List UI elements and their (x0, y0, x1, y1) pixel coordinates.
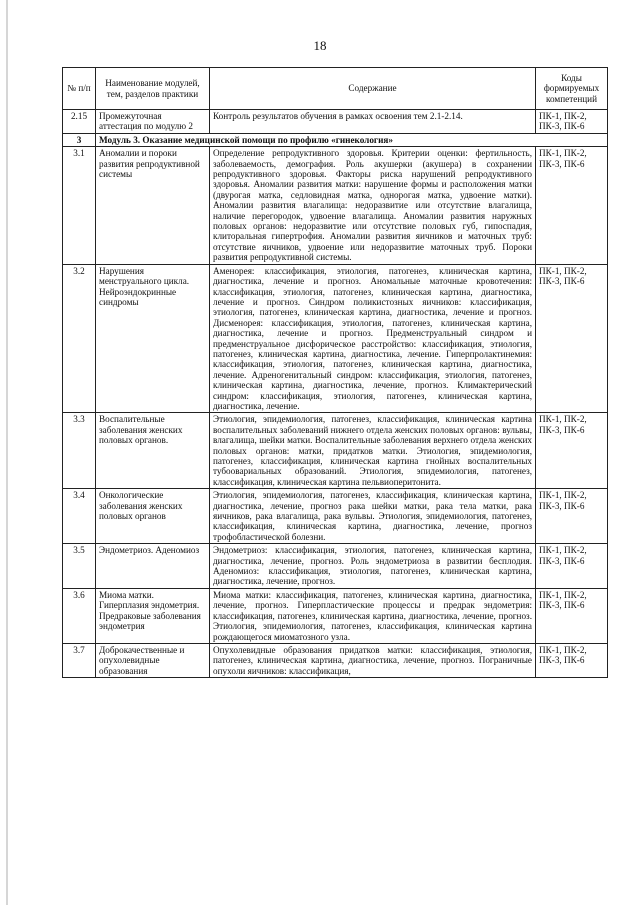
row-content: Этиология, эпидемиология, патогенез, классификация, клиническая картина воспалительных заболеваний нижнего отдела женских половых органов: вульвы, влагалища, шейки матки. Воспалительные заболевания верхнего отдела женских половых органов: матки, придатков матки. Этиология, эпидемиология, патогенез, классификация, клиническая картина гнойных воспалительных тубоовариальных образований. Этиология, эпидемиология, патогенез, классификация, клиническая картина пельвиоперитонита. (210, 413, 536, 489)
header-num: № п/п (63, 68, 96, 110)
row-codes: ПК-1, ПК-2, ПК-3, ПК-6 (536, 264, 608, 413)
module-title: Модуль 3. Оказание медицинской помощи по профилю «гинекология» (96, 133, 608, 146)
row-name: Доброкачественные и опухолевидные образования (96, 643, 210, 677)
row-codes: ПК-1, ПК-2, ПК-3, ПК-6 (536, 147, 608, 264)
row-content: Аменорея: классификация, этиология, патогенез, клиническая картина, диагностика, лечение и прогноз. Аномальные маточные кровотечения: классификация, этиология, патогенез, клиническая картина, диагностика, лечение и прогноз. Синдром поликистозных яичников: классификация, этиология, патогенез, клиническая картина, диагностика, лечение и прогноз. Дисменорея: классификация, этиология, патогенез, клиническая картина, диагностика, лечение и прогноз. Предменструальный синдром и предменструальное дисфорическое расстройство: классификация, этиология, патогенез, клиническая картина, диагностика, лечение. Гиперпролактинемия: классификация, этиология, патогенез, клиническая картина, диагностика, лечение. Адреногенитальный синдром: классификация, этиология, патогенез, клиническая картина, диагностика, лечение, прогноз. Климактерический синдром: классификация, этиология, патогенез, клиническая картина, диагностика, лечение. (210, 264, 536, 413)
table-row (63, 413, 608, 489)
header-name: Наименование модулей, тем, разделов практики (96, 68, 210, 110)
row-num: 3.4 (63, 489, 96, 544)
table-row (63, 264, 608, 413)
module-row (63, 133, 608, 146)
row-name: Воспалительные заболевания женских половых органов. (96, 413, 210, 489)
row-codes: ПК-1, ПК-2, ПК-3, ПК-6 (536, 588, 608, 643)
page-number: 18 (313, 38, 327, 53)
table-row (63, 147, 608, 264)
row-content: Этиология, эпидемиология, патогенез, классификация, клиническая картина, диагностика, лечение, прогноз рака шейки матки, рака тела матки, рака яичников, рака влагалища, рака вульвы. Этиология, эпидемиология, патогенез, классификация, клиническая картина, диагностика, лечение, прогноз трофобластической болезни. (210, 489, 536, 544)
row-content: Определение репродуктивного здоровья. Критерии оценки: фертильность, заболеваемость, демография. Роль акушерки (акушера) в сохранении репродуктивного здоровья. Факторы риска нарушений репродуктивного здоровья. Аномалии развития матки: нарушение формы и расположения матки (двурогая матка, седловидная матка, однорогая матка, удвоение матки). Аномалии развития влагалища: недоразвитие или отсутствие влагалища, наличие перегородок, удвоение влагалища. Аномалии развития наружных половых органов: недоразвитие или отсутствие половых губ, гипоспадия, клиторальная гипертрофия. Аномалии развития яичников и маточных труб: отсутствие яичников, удвоение или недоразвитие маточных труб. Пороки развития репродуктивной системы. (210, 147, 536, 264)
table-row (63, 489, 608, 544)
row-name: Аномалии и пороки развития репродуктивной системы (96, 147, 210, 264)
row-name: Нарушения менструального цикла. Нейроэндокринные синдромы (96, 264, 210, 413)
row-content: Эндометриоз: классификация, этиология, патогенез, клиническая картина, диагностика, лечение, прогноз. Роль эндометриоза в развитии бесплодия. Аденомиоз: классификация, этиология, патогенез, клиническая картина, диагностика, лечение, прогноз. (210, 544, 536, 589)
row-content: Контроль результатов обучения в рамках освоения тем 2.1-2.14. (210, 110, 536, 134)
table-row (63, 588, 608, 643)
table-row (63, 110, 608, 134)
row-codes: ПК-1, ПК-2, ПК-3, ПК-6 (536, 110, 608, 134)
row-num: 3.5 (63, 544, 96, 589)
header-codes: Коды формируемых компетенций (536, 68, 608, 110)
row-codes: ПК-1, ПК-2, ПК-3, ПК-6 (536, 643, 608, 677)
row-name: Миома матки. Гиперплазия эндометрия. Предраковые заболевания эндометрия (96, 588, 210, 643)
scan-edge (6, 0, 8, 905)
row-name: Промежуточная аттестация по модулю 2 (96, 110, 210, 134)
header-content: Содержание (210, 68, 536, 110)
table-row (63, 643, 608, 677)
row-name: Онкологические заболевания женских половых органов (96, 489, 210, 544)
row-codes: ПК-1, ПК-2, ПК-3, ПК-6 (536, 413, 608, 489)
table-row (63, 544, 608, 589)
row-codes: ПК-1, ПК-2, ПК-3, ПК-6 (536, 544, 608, 589)
header-row (63, 68, 608, 110)
row-name: Эндометриоз. Аденомиоз (96, 544, 210, 589)
module-num: 3 (63, 133, 96, 146)
row-num: 3.7 (63, 643, 96, 677)
row-num: 3.1 (63, 147, 96, 264)
row-num: 3.3 (63, 413, 96, 489)
row-codes: ПК-1, ПК-2, ПК-3, ПК-6 (536, 489, 608, 544)
row-num: 3.2 (63, 264, 96, 413)
row-content: Миома матки: классификация, патогенез, клиническая картина, диагностика, лечение, прогноз. Гиперпластические процессы и предрак эндометрия: классификация, патогенез, клиническая картина, диагностика, лечение, прогноз. Этиология, эпидемиология, патогенез, классификация, клиническая картина рождающегося миоматозного узла. (210, 588, 536, 643)
row-num: 3.6 (63, 588, 96, 643)
row-num: 2.15 (63, 110, 96, 134)
row-content: Опухолевидные образования придатков матки: классификация, этиология, патогенез, клиническая картина, диагностика, лечение, прогноз. Пограничные опухоли яичников: классификация, (210, 643, 536, 677)
curriculum-table (62, 67, 608, 678)
